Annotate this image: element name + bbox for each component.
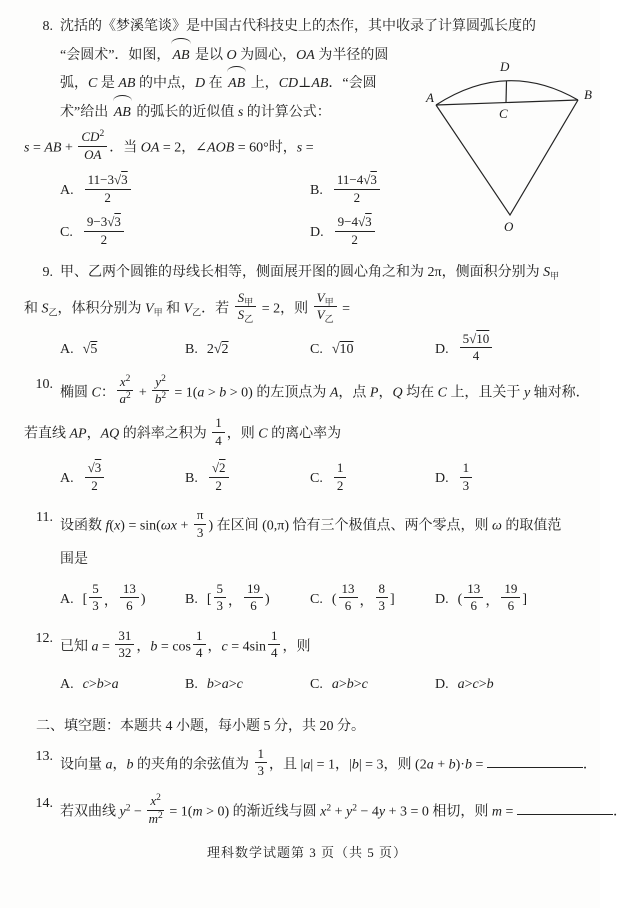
question-number: 8. (42, 19, 53, 34)
option-value (83, 460, 107, 495)
math-seg: OA (140, 140, 160, 156)
question-11-line-2: 围是 (60, 552, 88, 568)
option-b (185, 459, 310, 499)
fraction: $\frac{9-3√3}{2}$ (84, 215, 124, 247)
math-seg: b (448, 757, 456, 773)
math-seg: a (111, 676, 119, 692)
segment-cd (506, 81, 507, 103)
question-12-line-1 (24, 626, 590, 667)
option-value (83, 342, 98, 358)
math-seg: m (491, 804, 503, 820)
question-8-line-2: “会圆术”．如图， AB 是以 O 为圆心，OA 为半径的圆 (24, 42, 590, 71)
question-9-line-2: 和 $S_乙$，体积分别为 $V_甲$ 和 $V_乙$．若 $\frac{S_甲}{S_乙}$ = 2，则 $\frac{V_甲}{V_乙}$ = (24, 289, 350, 325)
math-seg: 甲 (550, 271, 560, 282)
math-seg: c (221, 639, 228, 655)
square-root: √2 (213, 341, 229, 357)
option-value: c > b > a (82, 676, 119, 692)
fraction: $\frac{1}{4}$ (268, 629, 281, 661)
option-label: C. (310, 591, 323, 607)
math-seg: a (457, 676, 465, 692)
math-seg: C (258, 426, 268, 442)
question-10-line-1 (24, 372, 590, 413)
math-seg: a (303, 757, 311, 773)
square-root: √3 (87, 460, 102, 476)
math-seg: AP (69, 426, 87, 442)
square-root: √3 (357, 214, 372, 230)
math-seg: y (378, 804, 386, 820)
math-seg: a (105, 757, 113, 773)
math-seg: 2 (125, 373, 131, 384)
option-value (332, 342, 354, 358)
question-9 (24, 259, 590, 366)
fraction (235, 291, 257, 323)
square-root: √3 (114, 172, 128, 188)
math-seg: P (369, 385, 379, 401)
math-seg: b (486, 676, 494, 692)
fraction: $\frac{9-4√3}{2}$ (335, 215, 375, 247)
math-seg: s (237, 104, 244, 120)
option-c (310, 672, 435, 698)
math-seg: 2 (326, 803, 332, 814)
math-seg: y (523, 385, 531, 401)
math-seg: a (197, 385, 205, 401)
fraction: $\frac{\pi}{3}$ (194, 508, 207, 540)
fraction: $\frac{31}{32}$ (115, 629, 134, 661)
fraction: $\frac{1}{4}$ (212, 416, 225, 448)
option-label: B. (185, 591, 198, 607)
math-seg: c (82, 676, 89, 692)
fraction: $\frac{19}{6}$ (501, 582, 520, 614)
math-seg: AB (228, 70, 245, 99)
math-seg: y (155, 373, 162, 389)
option-label: B. (185, 471, 198, 487)
fraction: $\frac{1}{3}$ (255, 747, 268, 779)
option-value (82, 214, 126, 249)
question-8-formula: s = AB + $\frac{CD^2}{OA}$ ．当 OA = 2，∠AOB = 60°时，s = (24, 129, 314, 162)
question-text: 沈括的《梦溪笔谈》是中国古代科技史上的杰作，其中收录了计算圆弧长度的 (60, 19, 536, 34)
fraction (117, 375, 134, 407)
option-value (207, 460, 231, 495)
question-10-options (24, 459, 590, 499)
math-seg: f (105, 518, 110, 534)
math-seg: b (96, 676, 104, 692)
math-seg: 2 (125, 391, 131, 402)
circular-sector-figure (426, 55, 614, 239)
math-seg: V (316, 307, 325, 323)
math-seg: m (148, 810, 158, 826)
option-d (435, 580, 560, 620)
math-seg: 2 (161, 391, 167, 402)
fraction: $\frac{√2}{2}$ (209, 461, 229, 493)
option-c (60, 215, 310, 251)
square-root: √5 (82, 341, 98, 357)
fraction (152, 375, 169, 407)
option-c (310, 337, 435, 363)
option-d (435, 330, 560, 366)
option-label: D. (310, 225, 324, 241)
math-seg: 2 (352, 803, 357, 814)
question-number: 14. (35, 796, 53, 811)
fraction: $\frac{√3}{2}$ (85, 461, 105, 493)
option-c (310, 459, 435, 499)
math-seg: OA (84, 146, 102, 162)
math-seg: c (361, 676, 368, 692)
option-value: [ $\frac{5}{3}$ ， $\frac{19}{6}$ ) (206, 580, 270, 614)
option-b (185, 337, 310, 363)
math-seg: y (119, 804, 126, 820)
math-seg: x (119, 373, 126, 389)
question-9-line-1 (24, 259, 590, 288)
question-8-line-1 (24, 13, 590, 42)
math-seg: 甲 (324, 296, 334, 307)
math-seg: V (316, 289, 325, 305)
square-root: √3 (363, 172, 377, 188)
math-seg: O (226, 47, 237, 63)
option-label: D. (435, 591, 449, 607)
option-c (310, 580, 435, 620)
label-c: C (499, 106, 508, 121)
label-b: B (584, 87, 592, 102)
math-seg: a (331, 676, 339, 692)
option-a (60, 173, 310, 209)
fraction (147, 794, 164, 826)
math-seg: a (426, 757, 434, 773)
math-seg: b (154, 391, 162, 407)
math-seg: D (194, 76, 206, 91)
option-label: C. (60, 225, 73, 241)
option-value (332, 460, 349, 495)
question-13 (24, 744, 597, 785)
option-value: a > b > c (331, 676, 368, 692)
option-label: A. (60, 591, 74, 607)
fraction: $\frac{5}{3}$ (214, 582, 227, 614)
option-value: [ $\frac{5}{3}$ ， $\frac{13}{6}$ ) (82, 580, 146, 614)
math-seg: ωx (160, 518, 177, 534)
question-number: 12. (35, 630, 53, 646)
option-label: A. (60, 676, 74, 692)
fraction: $\frac{11-4√3}{2}$ (334, 173, 380, 205)
math-seg: C (437, 385, 447, 401)
math-seg: a (221, 676, 229, 692)
math-seg: x (114, 518, 121, 534)
option-label: B. (310, 183, 323, 199)
question-8-line-4: 术”给出 AB 的弧长的近似值 s 的计算公式： (24, 99, 590, 128)
math-seg: s (296, 140, 303, 156)
option-value (458, 330, 495, 366)
fraction: $\frac{5√10}{4}$ (460, 332, 493, 364)
math-seg: 乙 (192, 306, 202, 317)
option-label: C. (310, 676, 323, 692)
math-seg: b (219, 385, 227, 401)
chord-ab (436, 100, 578, 105)
fraction: $\frac{11-3√3}{2}$ (85, 173, 131, 205)
fraction: $\frac{13}{6}$ (120, 582, 139, 614)
square-root: √2 (211, 460, 226, 476)
math-seg (487, 753, 583, 768)
math-seg (517, 800, 613, 815)
question-number: 11. (36, 510, 53, 526)
question-11-line-1 (24, 505, 590, 546)
question-text: 甲、乙两个圆锥的母线长相等，侧面展开图的圆心角之和为 2π，侧面积分别为 $S_甲$ (60, 265, 560, 282)
fraction: $\frac{19}{6}$ (244, 582, 263, 614)
question-13-line-1 (24, 744, 597, 785)
option-a (60, 337, 185, 363)
question-text: 设函数 f(x) = sin(ωx + $\frac{\pi}{3}$ ) 在区间 (0,π) 恰有三个极值点、两个零点，则 ω 的取值范 (60, 507, 562, 540)
option-value: b > a > c (206, 676, 243, 692)
math-seg: 2 (125, 803, 131, 814)
page-footer: 理科数学试题第 3 页（共 5 页） (206, 845, 407, 861)
option-label: D. (435, 341, 449, 357)
math-seg: OA (296, 47, 315, 63)
math-seg: CD (81, 129, 100, 144)
fraction (314, 291, 337, 323)
math-seg: b (150, 639, 158, 655)
option-value (458, 460, 475, 495)
question-12 (24, 626, 590, 698)
option-a (60, 580, 185, 620)
option-value (83, 172, 133, 207)
math-seg: 乙 (48, 306, 58, 317)
math-seg: AQ (100, 426, 120, 442)
question-9-options (24, 330, 590, 366)
option-label: B. (185, 341, 198, 357)
math-seg: S (237, 307, 245, 323)
math-seg: 2 (99, 129, 105, 139)
square-root: √10 (469, 330, 490, 346)
option-value: ( $\frac{13}{6}$ ， $\frac{8}{3}$ ] (331, 580, 395, 614)
math-seg: b (206, 676, 214, 692)
fraction (78, 130, 107, 162)
math-seg: 2 (157, 810, 163, 821)
option-b (185, 672, 310, 698)
option-label: A. (60, 341, 74, 357)
math-seg: c (236, 676, 243, 692)
math-seg: 2 (156, 793, 161, 803)
label-d: D (500, 59, 510, 74)
math-seg: S (237, 289, 245, 305)
option-b (185, 580, 310, 620)
square-root: √10 (331, 341, 354, 357)
option-label: D. (435, 676, 449, 692)
math-seg: C (91, 385, 101, 401)
math-seg: m (192, 804, 203, 820)
option-label: C. (310, 471, 323, 487)
fraction: $\frac{1}{3}$ (460, 461, 473, 493)
fraction: $\frac{13}{6}$ (339, 582, 358, 614)
question-number: 13. (35, 748, 53, 764)
math-seg: V (145, 300, 154, 316)
option-value: a > c > b (457, 676, 494, 692)
question-text: 设向量 a，b 的夹角的余弦值为 $\frac{1}{3}$ ，且 |a| = 1，|b| = 3，则 (2a + b)·b = ． (60, 745, 597, 779)
math-seg: C (88, 76, 98, 91)
option-label: B. (185, 676, 198, 692)
fraction: $\frac{1}{4}$ (193, 629, 206, 661)
option-value (332, 172, 382, 207)
question-14 (24, 791, 627, 832)
math-seg: 2 (161, 373, 166, 384)
question-8-line-3: 弧，C 是 AB 的中点，D 在 AB 上，CD⊥AB．“会圆 (24, 70, 590, 99)
fraction: $\frac{5}{3}$ (89, 582, 102, 614)
math-seg: b (464, 757, 472, 773)
label-a: A (426, 90, 434, 105)
question-number: 10. (35, 376, 53, 392)
option-value: 2 √2 (206, 341, 229, 357)
option-d (435, 672, 560, 698)
question-12-options (24, 672, 590, 698)
question-number: 9. (42, 265, 53, 281)
question-text: 椭圆 C： $\frac{x^2}{a^2}$ + $\frac{y^2}{b^2}$ = 1(a > b > 0) 的左顶点为 A，点 P，Q 均在 C 上，且关于 y 轴对称． (60, 373, 590, 407)
math-seg: AB (311, 76, 329, 91)
question-14-line-1 (24, 791, 627, 832)
question-11 (24, 505, 590, 620)
question-10 (24, 372, 590, 499)
question-text: 若双曲线 $y^2$ − $\frac{x^2}{m^2}$ = 1(m > 0) 的渐近线与圆 $x^2 + y^2 - 4y + 3 = 0$ 相切，则 m = ． (60, 793, 627, 826)
math-seg: AB (118, 76, 136, 91)
math-seg: a (91, 639, 99, 655)
question-8 (24, 13, 590, 257)
math-seg: AB (44, 140, 62, 156)
option-value (333, 214, 377, 249)
math-seg: 乙 (244, 314, 254, 325)
math-seg: 甲 (244, 296, 254, 307)
math-seg: x (320, 804, 327, 820)
math-seg: A (329, 385, 339, 401)
question-text: 已知 a = $\frac{31}{32}$ ，b = cos $\frac{1}{4}$ ，c = 4sin $\frac{1}{4}$ ，则 (60, 627, 311, 661)
square-root: √3 (107, 214, 121, 230)
fraction: $\frac{1}{2}$ (334, 461, 347, 493)
option-label: D. (435, 471, 449, 487)
option-label: A. (60, 183, 74, 199)
option-d (435, 459, 560, 499)
fraction: $\frac{13}{6}$ (464, 582, 483, 614)
math-seg: ω (492, 518, 502, 534)
math-seg: s (24, 140, 30, 156)
fraction: $\frac{8}{3}$ (376, 582, 389, 614)
math-seg: CD (278, 76, 299, 91)
math-seg: b (351, 757, 359, 773)
math-seg: AB (114, 99, 131, 128)
math-seg: V (183, 300, 193, 316)
math-seg: c (472, 676, 479, 692)
option-a (60, 672, 185, 698)
math-seg: a (119, 391, 126, 407)
option-value: ( $\frac{13}{6}$ ， $\frac{19}{6}$ ] (457, 580, 527, 614)
math-seg: b (126, 757, 134, 773)
question-11-options (24, 580, 590, 620)
math-seg: AB (172, 42, 189, 71)
math-seg: S (543, 265, 551, 281)
math-seg: 甲 (153, 306, 163, 317)
math-seg: y (346, 804, 353, 820)
label-o: O (504, 219, 514, 234)
option-a (60, 459, 185, 499)
math-seg: Q (392, 385, 403, 401)
option-label: C. (310, 341, 323, 357)
math-seg: x (150, 793, 157, 808)
question-10-line-2: 若直线 AP，AQ 的斜率之积为 $\frac{1}{4}$ ，则 C 的离心率为 (24, 415, 342, 448)
section-2-header: 二、填空题：本题共 4 小题，每小题 5 分，共 20 分。 (36, 718, 365, 734)
math-seg: 乙 (324, 314, 334, 325)
math-seg: b (346, 676, 354, 692)
option-label: A. (60, 471, 74, 487)
math-seg: AOB (207, 140, 235, 156)
math-seg: S (41, 300, 49, 316)
